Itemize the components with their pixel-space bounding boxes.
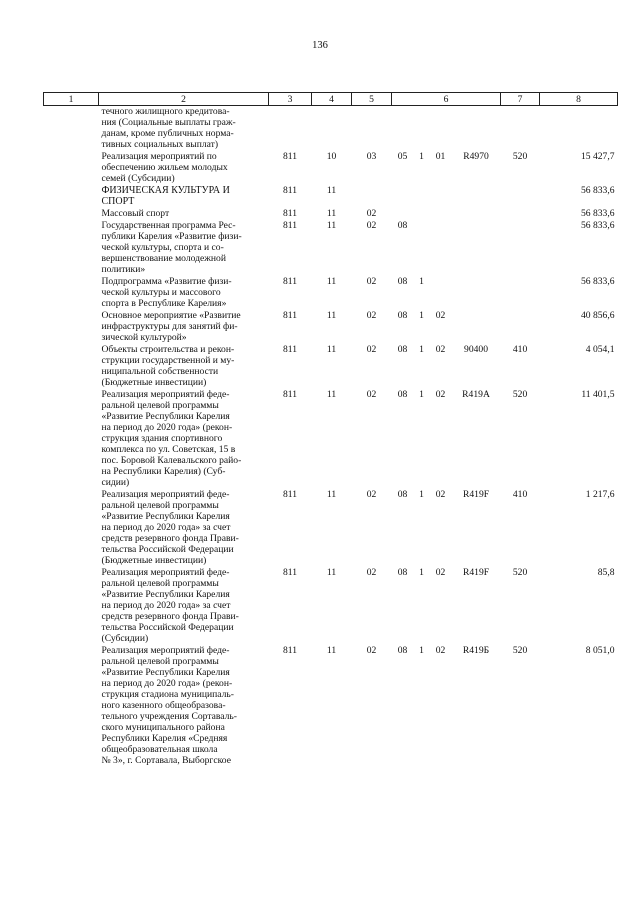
col-6-direction [452, 310, 501, 344]
col-6-program: 08 [397, 276, 408, 287]
col-6-subprogram: 1 [419, 310, 424, 321]
col-6-subprogram: 1 [419, 645, 424, 656]
col-1-cell [44, 220, 99, 276]
col-6-subprogram: 1 [419, 276, 424, 287]
col-4-section: 11 [326, 645, 337, 656]
col-1-cell [44, 151, 99, 185]
col-8-amount: 4 054,1 [585, 344, 615, 355]
col-6-program: 08 [397, 220, 408, 231]
header-col-7: 7 [501, 93, 540, 106]
col-8-amount: 56 833,6 [580, 276, 615, 287]
col-4-section: 11 [326, 276, 337, 287]
col-3-admin: 811 [282, 185, 298, 196]
col-6-activity [430, 220, 452, 276]
col-6-activity [430, 276, 452, 310]
table-row [44, 106, 618, 152]
col-7-expense-type: 410 [512, 489, 528, 500]
col-6-subprogram: 1 [419, 567, 424, 578]
col-1-cell [44, 344, 99, 389]
col-6-direction [452, 276, 501, 310]
col-8-amount: 11 401,5 [581, 389, 615, 400]
col-8-amount: 56 833,6 [580, 185, 615, 196]
col-1-cell [44, 310, 99, 344]
col-6-activity [430, 185, 452, 208]
row-name: Подпрограмма «Развитие физи- ческой культуры и массового спорта в Республике Карелия» [101, 276, 232, 309]
col-8-amount: 40 856,6 [580, 310, 615, 321]
col-3-admin: 811 [282, 489, 298, 500]
col-6-direction: R4970 [463, 151, 489, 162]
col-7-expense-type [501, 276, 540, 310]
col-4-section: 11 [326, 344, 337, 355]
col-6-direction: R419F [462, 489, 490, 500]
col-1-cell [44, 208, 99, 220]
row-name: Объекты строительства и рекон- струкции государственной и му- ниципальной собственности (Бюджетные инвестиции) [101, 344, 235, 388]
table-header-row [44, 93, 618, 106]
col-3-admin: 811 [282, 389, 298, 400]
col-3-admin: 811 [282, 151, 298, 162]
col-4-section: 11 [326, 489, 337, 500]
col-6-program [392, 208, 414, 220]
col-6-program [392, 185, 414, 208]
col-8-amount: 85,8 [597, 567, 615, 578]
col-8-amount: 56 833,6 [580, 208, 615, 219]
col-4-section: 11 [326, 310, 337, 321]
col-6-direction [452, 106, 501, 152]
col-5-subsection [352, 106, 392, 152]
col-7-expense-type: 520 [512, 389, 528, 400]
col-6-activity: 02 [435, 389, 446, 400]
col-6-program: 05 [397, 151, 408, 162]
row-name: Реализация мероприятий феде- ральной целевой программы «Развитие Республики Карелия на период до 2020 года» за счет средств резервного фонда Прави- тельства Российской Федерации (Бюджетные инвестиции) [101, 489, 239, 566]
row-name: Массовый спорт [101, 208, 170, 219]
row-name: Основное мероприятие «Развитие инфраструктуры для занятий фи- зической культурой» [101, 310, 241, 343]
col-3-admin: 811 [282, 276, 298, 287]
col-8-amount: 15 427,7 [580, 151, 615, 162]
col-6-activity: 02 [435, 645, 446, 656]
col-5-subsection: 02 [366, 276, 377, 287]
table-body [44, 106, 618, 768]
table-row [44, 208, 618, 220]
col-1-cell [44, 567, 99, 645]
col-3-admin: 811 [282, 310, 298, 321]
col-6-activity: 02 [435, 344, 446, 355]
table-row [44, 151, 618, 185]
col-4-section: 10 [326, 151, 337, 162]
row-name: Реализация мероприятий феде- ральной целевой программы «Развитие Республики Карелия на период до 2020 года» за счет средств резервного фонда Прави- тельства Российской Федерации (Субсидии) [101, 567, 239, 644]
col-3-admin: 811 [282, 220, 298, 231]
col-4-section: 11 [326, 185, 337, 196]
col-5-subsection: 02 [366, 220, 377, 231]
table-row [44, 185, 618, 208]
col-7-expense-type: 410 [512, 344, 528, 355]
col-5-subsection: 02 [366, 645, 377, 656]
col-6-activity: 02 [435, 310, 446, 321]
col-7-expense-type [501, 220, 540, 276]
col-6-subprogram [414, 220, 430, 276]
col-6-program: 08 [397, 389, 408, 400]
col-3-admin: 811 [282, 344, 298, 355]
table-row [44, 489, 618, 567]
col-6-activity: 02 [435, 489, 446, 500]
col-6-activity: 01 [435, 151, 446, 162]
col-6-subprogram: 1 [419, 489, 424, 500]
col-6-activity [430, 106, 452, 152]
col-1-cell [44, 489, 99, 567]
col-4-section: 11 [326, 208, 337, 219]
col-8-amount: 56 833,6 [580, 220, 615, 231]
col-6-program: 08 [397, 489, 408, 500]
col-1-cell [44, 185, 99, 208]
table-row [44, 310, 618, 344]
table-row [44, 567, 618, 645]
table-row [44, 276, 618, 310]
col-7-expense-type [501, 310, 540, 344]
header-col-2: 2 [99, 93, 269, 106]
col-6-direction [452, 185, 501, 208]
col-8-amount: 8 051,0 [585, 645, 615, 656]
budget-table [43, 92, 618, 767]
col-6-subprogram [414, 106, 430, 152]
col-6-direction: 90400 [464, 344, 489, 355]
col-7-expense-type: 520 [512, 567, 528, 578]
col-6-activity [430, 208, 452, 220]
col-7-expense-type [501, 185, 540, 208]
row-name: течного жилищного кредитова- ния (Социальные выплаты граж- данам, кроме публичных норма- тивных социальных выплат) [101, 106, 236, 150]
col-5-subsection [352, 185, 392, 208]
col-6-program: 08 [397, 310, 408, 321]
col-7-expense-type: 520 [512, 151, 528, 162]
header-col-4: 4 [312, 93, 352, 106]
col-6-subprogram [414, 185, 430, 208]
col-6-subprogram: 1 [419, 151, 424, 162]
col-1-cell [44, 276, 99, 310]
col-5-subsection: 02 [366, 389, 377, 400]
col-6-program: 08 [397, 645, 408, 656]
col-6-direction [452, 220, 501, 276]
col-4-section [312, 106, 352, 152]
row-name: Государственная программа Рес- публики Карелия «Развитие физи- ческой культуры, спорта и со- вершенствование молодежной политики» [101, 220, 242, 275]
header-col-8: 8 [540, 93, 618, 106]
header-col-5: 5 [352, 93, 392, 106]
col-3-admin [269, 106, 312, 152]
col-3-admin: 811 [282, 645, 298, 656]
col-1-cell [44, 106, 99, 152]
col-4-section: 11 [326, 567, 337, 578]
col-7-expense-type: 520 [512, 645, 528, 656]
col-6-activity: 02 [435, 567, 446, 578]
table-row [44, 389, 618, 489]
col-7-expense-type [501, 106, 540, 152]
table-row [44, 645, 618, 767]
col-5-subsection: 02 [366, 208, 377, 219]
col-3-admin: 811 [282, 567, 298, 578]
col-6-subprogram: 1 [419, 389, 424, 400]
col-6-program: 08 [397, 344, 408, 355]
col-5-subsection: 02 [366, 489, 377, 500]
col-8-amount [540, 106, 618, 152]
table-row [44, 344, 618, 389]
header-col-3: 3 [269, 93, 312, 106]
col-1-cell [44, 645, 99, 767]
col-4-section: 11 [326, 220, 337, 231]
page-number: 136 [312, 40, 328, 51]
col-8-amount: 1 217,6 [585, 489, 615, 500]
row-name: Реализация мероприятий по обеспечению жильем молодых семей (Субсидии) [101, 151, 228, 184]
col-5-subsection: 03 [366, 151, 377, 162]
row-name: ФИЗИЧЕСКАЯ КУЛЬТУРА И СПОРТ [101, 185, 230, 207]
row-name: Реализация мероприятий феде- ральной целевой программы «Развитие Республики Карелия на период до 2020 года» (рекон- струкция здания спортивного комплекса по ул. Советская, 15 в пос. Боровой Калевальского райо- на Республики Карелия) (Суб- сидии) [101, 389, 242, 488]
col-5-subsection: 02 [366, 567, 377, 578]
col-3-admin: 811 [282, 208, 298, 219]
col-4-section: 11 [326, 389, 337, 400]
col-6-direction: R419Б [462, 645, 490, 656]
col-6-subprogram: 1 [419, 344, 424, 355]
col-6-direction [452, 208, 501, 220]
col-6-program: 08 [397, 567, 408, 578]
row-name: Реализация мероприятий феде- ральной целевой программы «Развитие Республики Карелия на период до 2020 года» (рекон- струкция стадиона муниципаль- ного казенного общеобразова- тельного учреждения Сортаваль- ского муниципального района Республики Карелия «Средняя общеобразовательная школа № 3», г. Сортавала, Выборгское [101, 645, 237, 766]
col-5-subsection: 02 [366, 344, 377, 355]
col-6-program [392, 106, 414, 152]
col-6-direction: R419A [462, 389, 490, 400]
col-6-subprogram [414, 208, 430, 220]
col-6-direction: R419F [462, 567, 490, 578]
col-5-subsection: 02 [366, 310, 377, 321]
header-col-1: 1 [44, 93, 99, 106]
header-col-6: 6 [392, 93, 501, 106]
table-row [44, 220, 618, 276]
col-7-expense-type [501, 208, 540, 220]
col-1-cell [44, 389, 99, 489]
